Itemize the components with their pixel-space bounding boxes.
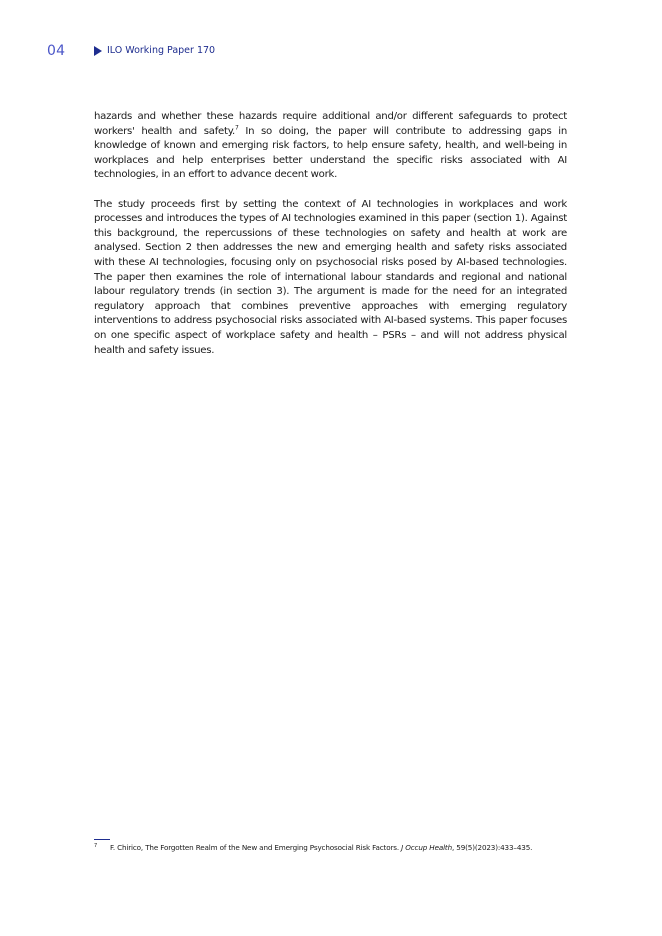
footnote-divider xyxy=(94,839,110,840)
footnote-text xyxy=(110,843,532,853)
footnote-number: 7 xyxy=(94,843,98,849)
body-text xyxy=(94,110,567,373)
footnote-reference[interactable]: 7 xyxy=(235,124,239,132)
paragraph-2: The study proceeds first by setting the context of AI technologies in workplaces and work processes and introduces the types of AI technologies examined in this paper (section 1). Against this background, the repercussions of these technologies on safety and health at work are analysed. Section 2 then addresses the new and emerging health and safety risks associated with these AI technologies, focusing only on psychosocial risks posed by AI-based technologies. The paper then examines the role of international labour standards and regional and national labour regulatory trends (in section 3). The argument is made for the need for an integrated regulatory approach that combines preventive approaches with emerging regulatory interventions to address psychosocial risks associated with AI-based systems. This paper focuses on one specific aspect of workplace safety and health – PSRs – and will not address physical health and safety issues. xyxy=(94,198,567,356)
triangle-right-icon xyxy=(94,46,102,56)
footnote-journal: J Occup Health xyxy=(401,843,453,852)
footnote-text-end: , 59(5)(2023):433–435. xyxy=(452,843,533,852)
running-title: ILO Working Paper 170 xyxy=(107,45,216,56)
running-header xyxy=(94,45,215,56)
page-number: 04 xyxy=(47,43,66,59)
paragraph-1 xyxy=(94,110,567,183)
paragraph-1-text-start: hazards and whether these hazards require additional and/or different safeguards to protect workers' health and safety. xyxy=(94,111,567,137)
footnote-text-start: F. Chirico, The Forgotten Realm of the New and Emerging Psychosocial Risk Factors. xyxy=(110,843,402,852)
footnote xyxy=(94,843,574,853)
paragraph-1-text-end: In so doing, the paper will contribute to addressing gaps in knowledge of known and emerging risk factors, to help ensure safety, health, and well-being in workplaces and help enterprises better understand the specific risks associated with AI technologies, in an effort to advance decent work. xyxy=(94,125,567,181)
